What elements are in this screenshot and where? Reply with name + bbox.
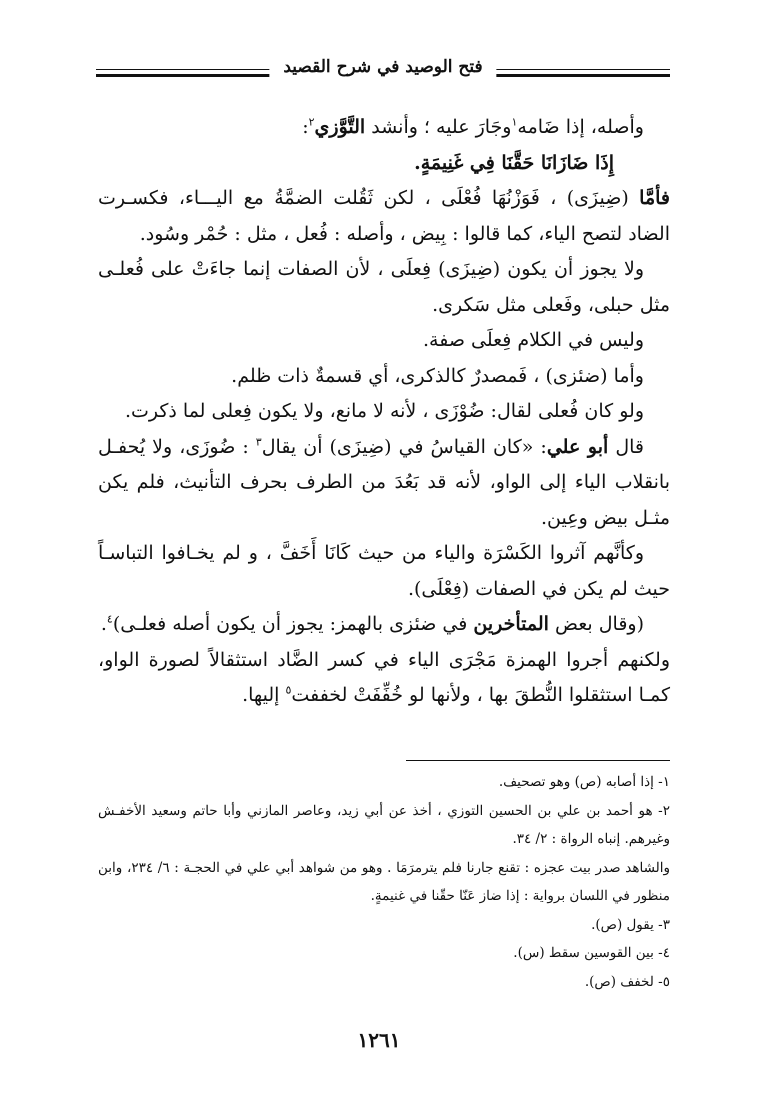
paragraph-2-text: (ضِيزَى) ، فَوَزْنُهَا فُعْلَى ، لكن ثَقُلت الضمَّةُ مع اليـــاء، فكسـرت الضاد لتصح الياء، كما قالوا : بِيض ، وأصله : فُعل ، مثل : حُمْر وسُود. [98, 187, 670, 245]
footnote-ref-2: ٢ [308, 115, 315, 129]
footnotes [98, 768, 670, 996]
name-tawwazi: التَّوَّزي [314, 116, 366, 138]
footnote-5: ٥- لخفف (ص). [584, 973, 670, 990]
name-mutaakhkhirin: المتأخرين [473, 613, 549, 635]
paragraph-7-text-c: : ضُوزَى، ولا يُحفـل بانقلاب الياء إلى الواو، لأنه قد بَعُدَ من الطرف بحرف التأنيث، فلم يكن مثـل بيض وعِين. [98, 435, 670, 529]
paragraph-10-text: ولكنهم أجروا الهمزة مَجْرَى الياء في كسر الضَّاد استثقالاً لصورة الواو، كمـا استثقلوا النُّطقَ بها ، ولأنها لو خُفِّفَتْ لخففت [98, 648, 670, 706]
paragraph-7-text-a: قال [608, 435, 645, 458]
footnote-ref-1: ١ [511, 115, 518, 129]
paragraph-1-text: وأصله، إذا ضَامه [517, 116, 644, 138]
paragraph-10-text-b: إليها. [242, 684, 286, 706]
footnote-ref-5: ٥ [285, 683, 292, 697]
main-text [98, 110, 670, 714]
paragraph-1-text-b: وجَارَ عليه ؛ وأنشد [365, 116, 512, 138]
footnote-separator [406, 760, 670, 761]
footnote-2: ٢- هو أحمد بن علي بن الحسين التوزي ، أخذ عن أبي زيد، وعاصر المازني وأبا حاتم وسعيد الأخفـش وغيرهم. إنباه الرواة : ٢/ ٣٤. [98, 802, 670, 847]
paragraph-6: ولو كان فُعلى لقال: ضُوْزَى ، لأنه لا مانع، ولا يكون فِعلى لما ذكرت. [124, 400, 644, 422]
paragraph-9-period: . [100, 613, 107, 635]
footnote-3: ٣- يقول (ص). [591, 916, 670, 933]
paragraph-8: وكأنَّهم آثروا الكَسْرَة والياء من حيث كَانَا أَخَفَّ ، و لم يخـافوا التباسـاً حيث لم يكن في الصفات (فِعْلَى). [98, 542, 670, 600]
paragraph-9-text-b: في ضئزى بالهمز: يجوز أن يكون أصله فعلـى) [112, 613, 474, 635]
footnote-4: ٤- بين القوسين سقط (س). [513, 945, 670, 961]
paragraph-5: وأما (ضئزى) ، فَمصدرٌ كالذكرى، أي قسمةٌ ذات ظلم. [231, 364, 644, 387]
paragraph-7 [98, 430, 670, 537]
footnote-1: ١- إذا أصابه (ص) وهو تصحيف. [498, 774, 670, 790]
verse-line: إِذَا ضَازَانَا حَقَّنَا فِي غَنِيمَةٍ. [414, 151, 614, 174]
running-header [96, 56, 670, 84]
header-title: فتح الوصيد في شرح القصيد [269, 56, 496, 78]
page-number: ١٢٦١ [357, 1028, 401, 1052]
paragraph-2-lead: فأمَّا [639, 187, 670, 209]
paragraph-7-text-b: : «كان القياسُ في (ضِيزَى) أن يقال [261, 435, 547, 458]
footnote-ref-3: ٣ [255, 435, 262, 449]
paragraph-1 [98, 110, 670, 146]
footnote-2-continued: والشاهد صدر بيت عجزه : تقنع جارنا فلم يترمرَمَا . وهو من شواهد أبي علي في الحجـة : ٦/ ٢٣٤، وابن منظور في اللسان برواية : إذا ضاز عَنّا حقّنا في غنيمةٍ. [98, 859, 671, 904]
paragraph-3: ولا يجوز أن يكون (ضِيزَى) فِعلَى ، لأن الصفات إنما جاءَتْ على فُعلـى مثل حبلى، وفَعلى مثل سَكرى. [98, 258, 670, 316]
paragraph-2 [98, 181, 670, 252]
name-abu-ali: أبو علي [546, 435, 609, 458]
footnote-ref-4: ٤ [106, 612, 113, 626]
paragraph-1-colon: : [302, 116, 309, 138]
paragraph-9 [98, 607, 670, 643]
paragraph-4: وليس في الكلام فِعلَى صفة. [422, 329, 644, 351]
paragraph-9-text-a: (وقال بعض [548, 613, 644, 635]
paragraph-10 [98, 643, 670, 714]
